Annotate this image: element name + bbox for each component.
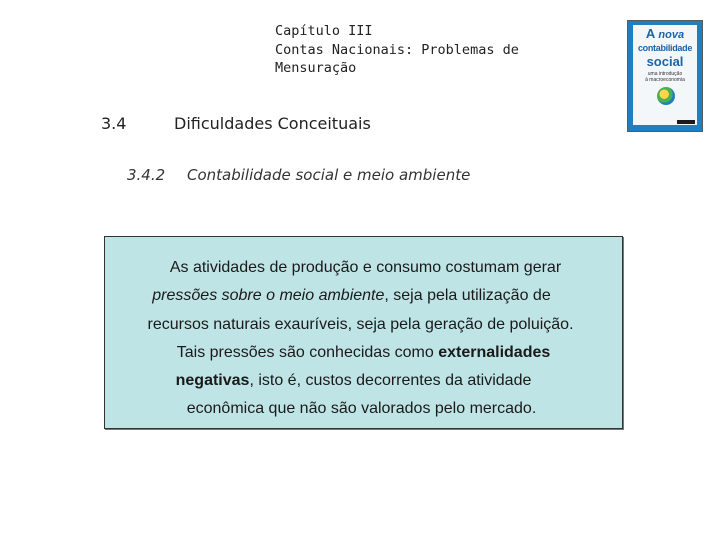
section-title: Dificuldades Conceituais xyxy=(174,114,371,133)
bold-term-externalidades: externalidades xyxy=(438,344,551,361)
text-line-2: pressões sobre o meio ambiente, seja pela utilização de xyxy=(152,287,551,304)
chapter-title-line-1: Contas Nacionais: Problemas de xyxy=(275,41,519,58)
book-cover-subtitle: uma introdução à macroeconomia xyxy=(645,71,685,83)
book-cover-illustration xyxy=(657,87,675,105)
section-number: 3.4 xyxy=(101,114,127,133)
book-cover-panel xyxy=(633,25,697,125)
book-cover-title-middle: contabilidade xyxy=(637,43,693,53)
text-line-5: negativas, isto é, custos decorrentes da atividade xyxy=(175,372,532,389)
highlight-text-box xyxy=(104,236,623,429)
bold-term-negativas: negativas xyxy=(175,372,250,389)
subsection-number: 3.4.2 xyxy=(127,166,166,184)
text-line-4: Tais pressões são conhecidas como externalidades xyxy=(176,344,551,361)
chapter-number: Capítulo III xyxy=(275,23,373,39)
text-line-1: As atividades de produção e consumo costumam gerar xyxy=(169,259,562,276)
italic-phrase: pressões sobre o meio ambiente xyxy=(152,287,385,304)
text-line-3: recursos naturais exauríveis, seja pela geração de poluição. xyxy=(147,316,574,333)
book-cover-publisher-logo xyxy=(677,120,695,124)
book-cover-title-top: A nova xyxy=(645,26,685,41)
chapter-heading xyxy=(275,22,519,78)
book-cover-image xyxy=(627,20,703,132)
book-cover-title-bottom: social xyxy=(646,54,684,69)
chapter-title-line-2: Mensuração xyxy=(275,60,357,76)
subsection-title: Contabilidade social e meio ambiente xyxy=(187,166,471,184)
text-line-6: econômica que não são valorados pelo mercado. xyxy=(186,400,537,417)
